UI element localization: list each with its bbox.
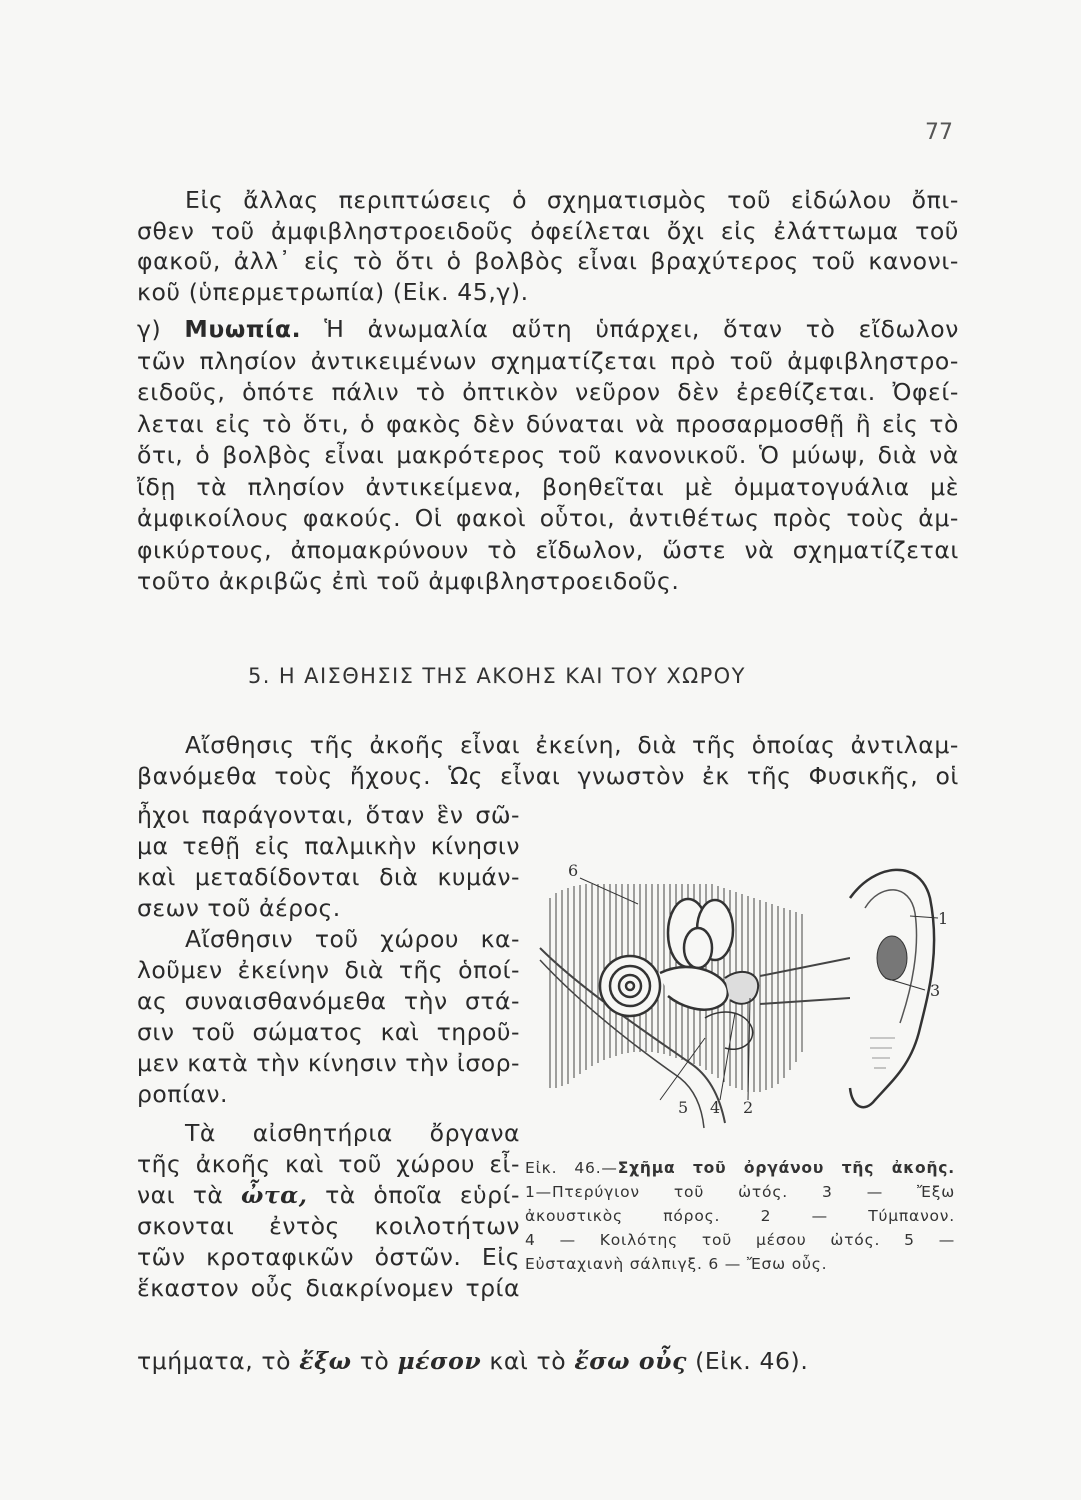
text-line: φικύρτους, ἀπομακρύνουν τὸ εἴδωλον, ὥστε νὰ σχηματίζεται [137,535,959,564]
label-3: 3 [930,981,941,1000]
text-line: σεων τοῦ ἀέρος. [137,894,341,922]
final-line [137,1346,837,1377]
label-1: 1 [938,909,949,928]
label-2: 2 [743,1098,754,1117]
text-line: Αἴσθησις τῆς ἀκοῆς εἶναι ἐκείνη, διὰ τῆς ὁποίας ἀντιλαμ- [185,731,959,759]
text-line: λεται εἰς τὸ ὅτι, ὁ φακὸς δὲν δύναται νὰ προσαρμοσθῇ ἢ εἰς τὸ [137,409,959,438]
caption-line: Εὐσταχιανὴ σάλπιγξ. 6 — Ἔσω οὖς. [525,1255,828,1273]
caption-title-line [525,1156,955,1180]
text-fragment: καὶ τὸ [489,1347,567,1375]
ear-diagram [520,838,950,1133]
text-line: Εἰς ἄλλας περιπτώσεις ὁ σχηματισμὸς τοῦ εἰδώλου ὄπι- [185,186,959,214]
text-line: τοῦτο ἀκριβῶς ἐπὶ τοῦ ἀμφιβληστροειδοῦς. [137,567,680,595]
text-line: ἀμφικοίλους φακούς. Οἱ φακοὶ οὗτοι, ἀντιθέτως πρὸς τοὺς ἀμ- [137,504,959,532]
text-fragment: ναι τὰ [137,1181,224,1209]
caption-line: ἀκουστικὸς πόρος. 2 — Τύμπανον. [525,1207,955,1225]
text-line [137,314,959,346]
text-line: βανόμεθα τοὺς ἤχους. Ὡς εἶναι γνωστὸν ἐκ τῆς Φυσικῆς, οἱ [137,761,959,790]
text-line: Τὰ αἰσθητήρια ὄργανα [185,1119,520,1147]
caption-line: 4 — Κοιλότης τοῦ μέσου ὠτός. 5 — [525,1231,955,1249]
text-line: ροπίαν. [137,1080,228,1108]
section-heading: 5. Η ΑΙΣΘΗΣΙΣ ΤΗΣ ΑΚΟΗΣ ΚΑΙ ΤΟΥ ΧΩΡΟΥ [248,664,746,688]
text-line: ειδοῦς, ὁπότε πάλιν τὸ ὀπτικὸν νεῦρον δὲν ἐρεθίζεται. Ὀφεί- [137,378,959,406]
text-line: μεν κατὰ τὴν κίνησιν τὴν ἰσορ- [137,1049,520,1077]
text-line: ἴδῃ τὰ πλησίον ἀντικείμενα, βοηθεῖται μὲ ὀμματογυάλια μὲ [137,472,959,501]
text-line: λοῦμεν ἐκείνην διὰ τῆς ὁποί- [137,956,520,984]
label-4: 4 [710,1098,721,1117]
text-line: σκονται ἐντὸς κοιλοτήτων [137,1212,520,1240]
paragraph-myopia [137,314,959,598]
text-line: τῶν κροταφικῶν ὀστῶν. Εἰς [137,1243,520,1271]
text-line: τῶν πλησίον ἀντικειμένων σχηματίζεται πρὸ τοῦ ἀμφιβληστρο- [137,346,959,375]
text-fragment: τὸ [359,1347,390,1375]
caption-line: 1—Πτερύγιον τοῦ ὠτός. 3 — Ἔξω [525,1183,955,1201]
label-4-leader [720,1013,735,1100]
outer-ear-term: ἔξω [299,1347,352,1375]
text-line: κοῦ (ὑπερμετρωπία) (Εἰκ. 45,γ). [137,277,529,306]
text-line: ἦχοι παράγονται, ὅταν ἓν σῶ- [137,801,520,829]
text-line [137,1346,837,1377]
text-line: ὅτι, ὁ βολβὸς εἶναι μακρότερος τοῦ κανονικοῦ. Ὁ μύωψ, διὰ νὰ [137,441,959,469]
text-line: σθεν τοῦ ἀμφιβληστροειδοῦς ὀφείλεται ὄχι εἰς ἐλάττωμα τοῦ [137,216,959,245]
figure-title: Σχῆμα τοῦ ὀργάνου τῆς ἀκοῆς. [617,1159,955,1177]
text-fragment: Ἡ ἀνωμαλία αὕτη ὑπάρχει, ὅταν τὸ εἴδωλον [324,315,959,343]
label-5: 5 [678,1098,689,1117]
text-line: ἕκαστον οὖς διακρίνομεν τρία [137,1274,520,1302]
myopia-term: Μυωπία. [184,315,302,343]
ears-term: ὦτα, [240,1181,308,1209]
list-letter: γ) [137,315,162,343]
text-fragment: τμήματα, τὸ [137,1347,292,1375]
figure-caption [525,1156,955,1276]
paragraph-hearing-intro [137,730,959,791]
narrow-column-text [137,800,520,1304]
page-number: 77 [925,120,953,145]
text-fragment: (Εἰκ. 46). [695,1347,809,1375]
text-fragment: τὰ ὁποῖα εὑρί- [325,1181,520,1209]
figure-reference: Εἰκ. 46.— [525,1159,618,1177]
outer-canal-opening [877,936,907,980]
text-line: φακοῦ, ἀλλ᾽ εἰς τὸ ὅτι ὁ βολβὸς εἶναι βραχύτερος τοῦ κανονι- [137,247,959,275]
text-line: καὶ μεταδίδονται διὰ κυμάν- [137,863,520,891]
ear-canal [760,958,850,976]
text-line: τῆς ἀκοῆς καὶ τοῦ χώρου εἶ- [137,1150,520,1178]
text-line: μα τεθῇ εἰς παλμικὴν κίνησιν [137,832,520,860]
paragraph-hypermetropia [137,185,959,307]
cochlea [600,956,660,1016]
text-line [137,1180,520,1211]
text-line: Αἴσθησιν τοῦ χώρου κα- [185,925,520,953]
semicircular-canals [668,899,733,968]
text-line: σιν τοῦ σώματος καὶ τηροῦ- [137,1018,520,1046]
ossicles [725,972,758,1004]
label-6-leader [580,878,638,904]
text-line: ας συναισθανόμεθα τὴν στά- [137,987,520,1015]
inner-ear-term: ἔσω οὖς [574,1347,688,1375]
middle-ear-term: μέσον [397,1347,482,1375]
label-6: 6 [568,861,579,880]
